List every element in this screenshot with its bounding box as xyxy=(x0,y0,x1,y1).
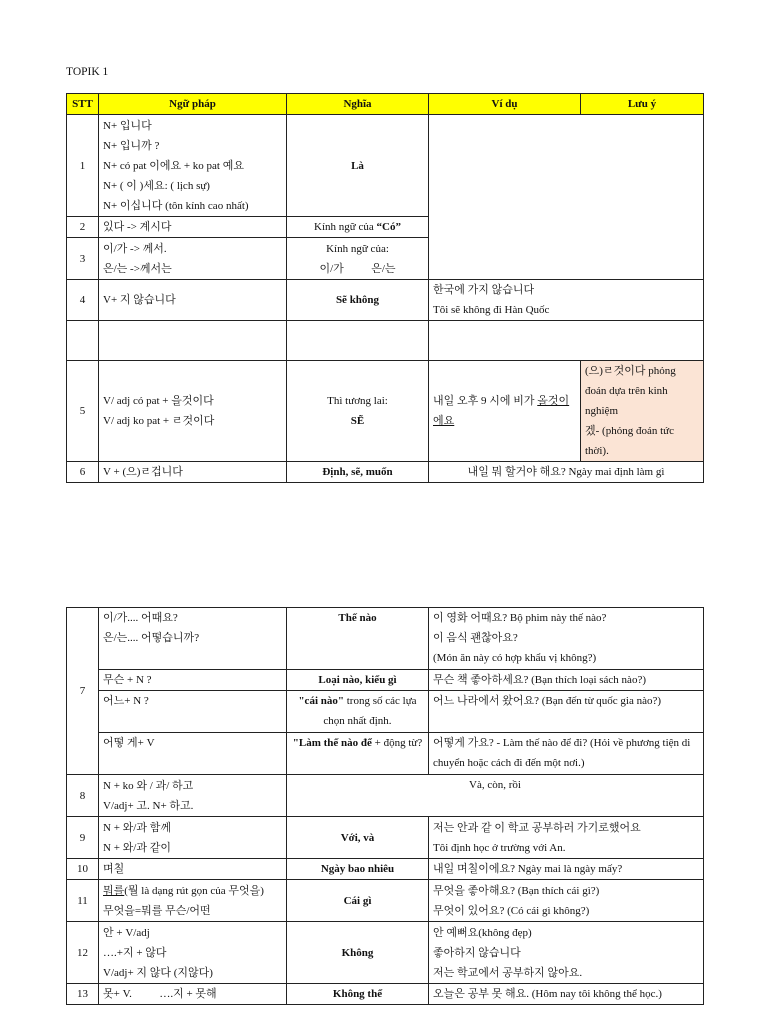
row-3-stt: 3 xyxy=(67,238,99,280)
header-grammar: Ngữ pháp xyxy=(99,94,287,115)
empty-row-meaning xyxy=(287,321,429,361)
row-5-meaning: Thì tương lai: SẼ xyxy=(287,361,429,462)
row-7c-meaning: "cái nào" trong số các lựa chọn nhất định. xyxy=(287,691,429,733)
row-10-grammar: 며칠 xyxy=(99,859,287,880)
row-12-grammar: 안 + V/adj ….+지 + 않다 V/adj+ 지 않다 (지않다) xyxy=(99,922,287,984)
row-5-stt: 5 xyxy=(67,361,99,462)
row-4-meaning: Sẽ không xyxy=(287,280,429,321)
row-11-grammar: 뭐를(뭘 là dạng rút gọn của 무엇을) 무엇을=뭐를 무슨/어떤 xyxy=(99,880,287,922)
row-9-meaning: Với, và xyxy=(287,817,429,859)
row-3-meaning: Kính ngữ của: 이/가 은/는 xyxy=(287,238,429,280)
row-7b-example: 무슨 책 좋아하세요? (Bạn thích loại sách nào?) xyxy=(429,670,704,691)
row-2-meaning: Kính ngữ của “Có” xyxy=(287,217,429,238)
row-12-meaning: Không xyxy=(287,922,429,984)
row-1-stt: 1 xyxy=(67,115,99,217)
header-meaning: Nghĩa xyxy=(287,94,429,115)
header-note: Lưu ý xyxy=(581,94,704,115)
row-13-example: 오늘은 공부 못 해요. (Hôm nay tôi không thể học.) xyxy=(429,984,704,1005)
row-7d-meaning: "Làm thế nào để + động từ? xyxy=(287,733,429,775)
row-8-meaning: Và, còn, rồi xyxy=(287,775,704,817)
row-7c-grammar: 어느+ N ? xyxy=(99,691,287,733)
row-5-example: 내일 오후 9 시에 비가 올것이에요 xyxy=(429,361,581,462)
row-3-grammar: 이/가 -> 께서. 은/는 ->께서는 xyxy=(99,238,287,280)
row-11-example: 무엇을 좋아해요? (Bạn thích cái gì?) 무엇이 있어요? (Có cái gì không?) xyxy=(429,880,704,922)
row-7a-example: 이 영화 어때요? Bộ phim này thế nào? 이 음식 괜찮아요? (Món ăn này có hợp khẩu vị không?) xyxy=(429,608,704,670)
row-4-stt: 4 xyxy=(67,280,99,321)
row-7d-grammar: 어떻 게+ V xyxy=(99,733,287,775)
row-11-stt: 11 xyxy=(67,880,99,922)
row-1-grammar: N+ 입니다 N+ 입니까 ? N+ có pat 이에요 + ko pat 예요 N+ ( 이 )세요: ( lịch sự) N+ 이십니다 (tôn kính cao nhất) xyxy=(99,115,287,217)
row-7b-meaning: Loại nào, kiểu gì xyxy=(287,670,429,691)
row-13-grammar: 못+ V. ….지 + 못해 xyxy=(99,984,287,1005)
row-10-example: 내일 며칠이에요? Ngày mai là ngày mấy? xyxy=(429,859,704,880)
row-10-stt: 10 xyxy=(67,859,99,880)
row-7c-example: 어느 나라에서 왔어요? (Bạn đến từ quốc gia nào?) xyxy=(429,691,704,733)
row-13-meaning: Không thể xyxy=(287,984,429,1005)
row-1-3-example-empty xyxy=(429,115,704,280)
row-13-stt: 13 xyxy=(67,984,99,1005)
row-5-grammar: V/ adj có pat + 을것이다 V/ adj ko pat + ㄹ것이다 xyxy=(99,361,287,462)
row-10-meaning: Ngày bao nhiêu xyxy=(287,859,429,880)
row-6-grammar: V + (으)ㄹ겁니다 xyxy=(99,462,287,483)
row-1-meaning: Là xyxy=(287,115,429,217)
row-8-stt: 8 xyxy=(67,775,99,817)
row-9-example: 저는 안과 같 이 학교 공부하러 가기로했어요 Tôi định học ở trường với An. xyxy=(429,817,704,859)
header-example: Ví dụ xyxy=(429,94,581,115)
row-7b-grammar: 무슨 + N ? xyxy=(99,670,287,691)
row-6-example: 내일 뭐 할거야 해요? Ngày mai định làm gì xyxy=(429,462,704,483)
row-2-grammar: 있다 -> 계시다 xyxy=(99,217,287,238)
row-9-grammar: N + 와/과 함께 N + 와/과 같이 xyxy=(99,817,287,859)
row-2-stt: 2 xyxy=(67,217,99,238)
grammar-table-1 xyxy=(66,93,704,483)
empty-row-example xyxy=(429,321,704,361)
row-7-stt: 7 xyxy=(67,608,99,775)
row-9-stt: 9 xyxy=(67,817,99,859)
row-4-example: 한국에 가지 않습니다 Tôi sẽ không đi Hàn Quốc xyxy=(429,280,704,321)
row-11-meaning: Cái gì xyxy=(287,880,429,922)
row-7a-meaning: Thế nào xyxy=(287,608,429,670)
row-4-grammar: V+ 지 않습니다 xyxy=(99,280,287,321)
row-7d-example: 어떻게 가요? - Làm thế nào để đi? (Hỏi về phương tiện di chuyển hoặc cách đi đến một nơi.) xyxy=(429,733,704,775)
row-12-example: 안 예뻐요(không đẹp) 좋아하지 않습니다 저는 학교에서 공부하지 않아요. xyxy=(429,922,704,984)
empty-row-grammar xyxy=(99,321,287,361)
row-6-stt: 6 xyxy=(67,462,99,483)
row-8-grammar: N + ko 와 / 과/ 하고 V/adj+ 고. N+ 하고. xyxy=(99,775,287,817)
row-5-note: (으)ㄹ것이다 phỏng đoán dựa trên kinh nghiệm 겠- (phỏng đoán tức thời). xyxy=(581,361,704,462)
grammar-table-2 xyxy=(66,607,704,1005)
row-7a-grammar: 이/가.... 어때요? 은/는.... 어떻습니까? xyxy=(99,608,287,670)
row-12-stt: 12 xyxy=(67,922,99,984)
header-stt: STT xyxy=(67,94,99,115)
document-title: TOPIK 1 xyxy=(66,66,109,78)
empty-row-stt xyxy=(67,321,99,361)
row-6-meaning: Định, sẽ, muốn xyxy=(287,462,429,483)
